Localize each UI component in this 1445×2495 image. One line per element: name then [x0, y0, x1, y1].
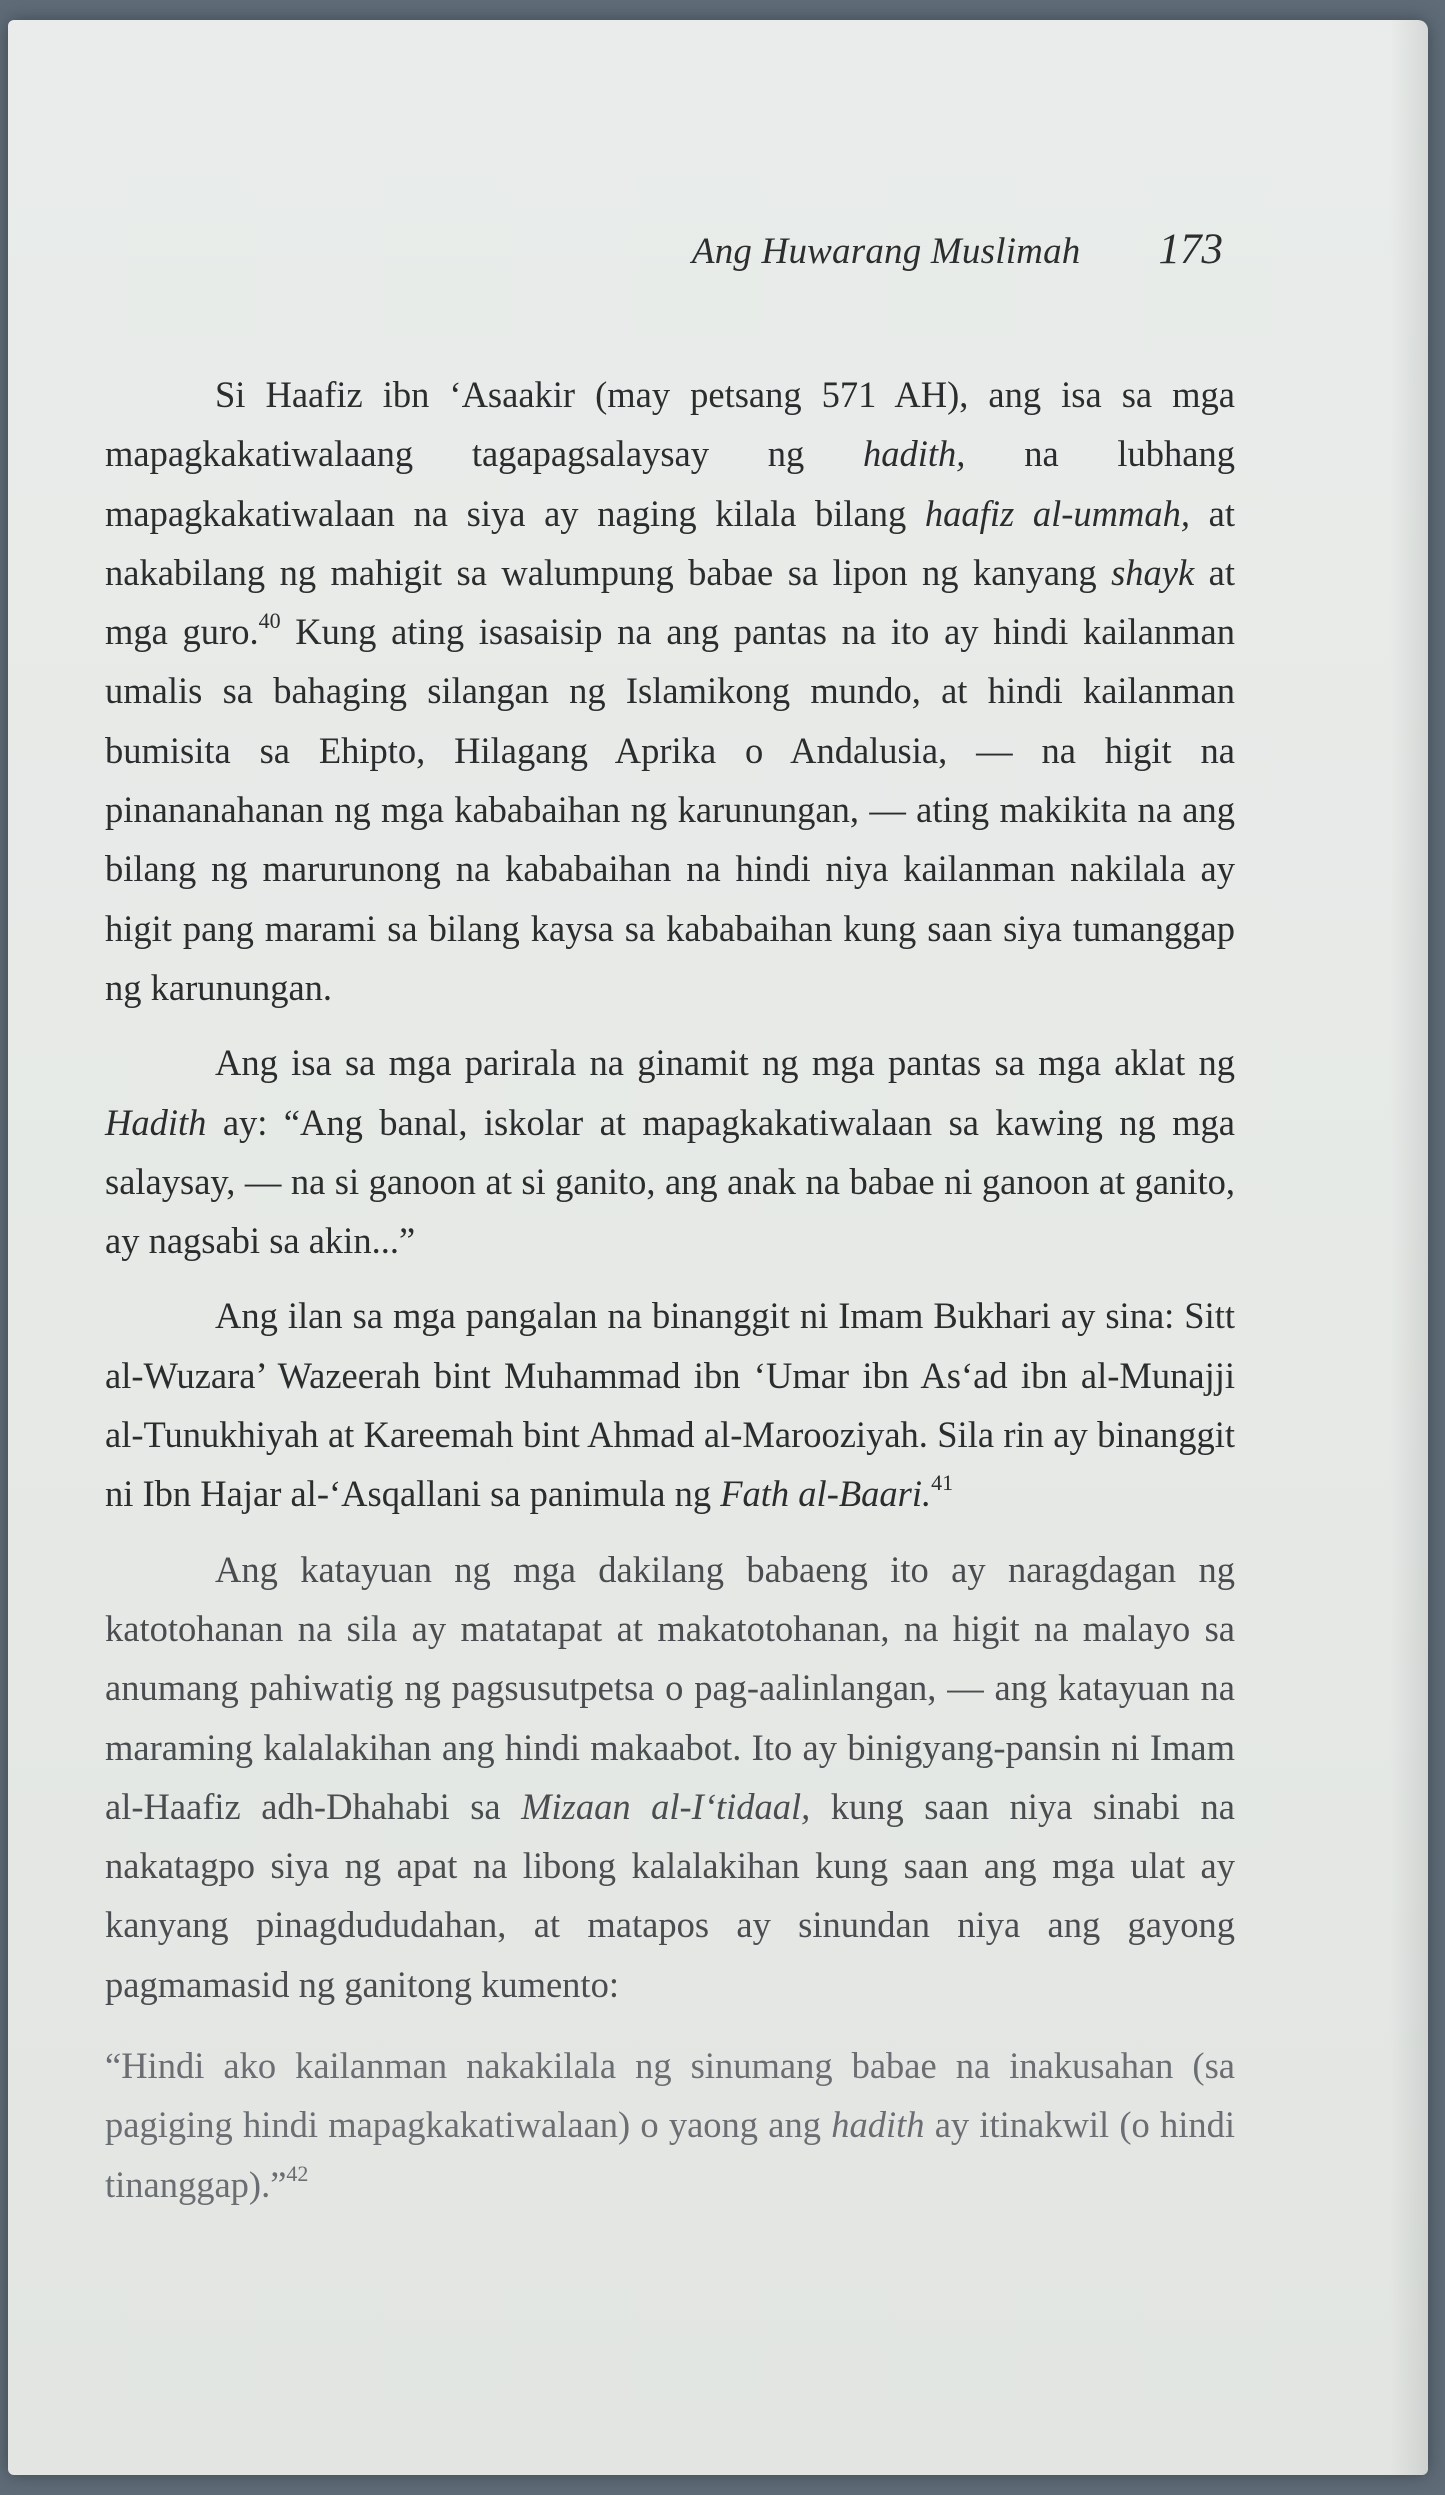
page-number: 173	[1158, 226, 1223, 273]
italic-term: Fath al-Baari.	[720, 1473, 932, 1515]
text-run: at mga guro.	[105, 551, 1235, 653]
italic-term: haafiz al-ummah,	[924, 492, 1190, 534]
text-run: at nakabilang ng mahigit sa walumpung babae sa lipon ng kanyang	[105, 492, 1236, 593]
text-run: Kung ating isasaisip na ang pantas na ito ay hindi kailanman umalis sa bahaging silangan ng Islamikong mundo, at hindi kailanman bumisita sa Ehipto, Hilagang Aprika o Andalusia, — na higit na pinananahanan ng mga kababaihan ng karunungan, — ating makikita na ang bilang ng marurunong na kababaihan na hindi niya kailanman nakilala ay higit pang marami sa bilang kaysa sa kababaihan kung saan siya tumanggap ng karunungan.	[105, 611, 1235, 1008]
text-run: “Hindi ako kailanman nakakilala ng sinumang babae na inakusahan (sa pagiging hindi mapagkakatiwalaan) o yaong ang	[105, 2045, 1235, 2146]
body-text	[105, 365, 1235, 2230]
running-title: Ang Huwarang Muslimah	[691, 231, 1081, 272]
running-header	[692, 225, 1223, 274]
paragraph-3	[105, 1286, 1235, 1523]
italic-term: Mizaan al-I‘tidaal,	[521, 1785, 811, 1827]
text-run: kung saan niya sinabi na nakatagpo siya ng apat na libong kalalakihan kung saan ang mga ulat ay kanyang pinagdududahan, at matapos ay sinundan niya ang gayong pagmamasid ng ganitong kumento:	[105, 1785, 1235, 2005]
book-page	[8, 20, 1428, 2475]
text-run: Si Haafiz ibn ‘Asaakir (may petsang 571 AH), ang isa sa mga mapagkakatiwalaang tagapagsalaysay ng	[105, 374, 1235, 475]
italic-term: Hadith	[105, 1101, 207, 1143]
footnote-ref: 42	[286, 2160, 309, 2186]
text-run: na lubhang mapagkakatiwalaan na siya ay naging kilala bilang	[105, 433, 1236, 534]
footnote-ref: 40	[258, 608, 281, 634]
text-run: Ang ilan sa mga pangalan na binanggit ni Imam Bukhari ay sina: Sitt al-Wuzara’ Wazeerah bint Muhammad ibn ‘Umar ibn As‘ad ibn al-Munajji al-Tunukhiyah at Kareemah bint Ahmad al-Marooziyah. Sila rin ay binanggit ni Ibn Hajar al-‘Asqallani sa panimula ng	[105, 1295, 1235, 1515]
text-run: Ang isa sa mga parirala na ginamit ng mga pantas sa mga aklat ng	[215, 1042, 1235, 1084]
text-run: ay itinakwil (o hindi tinanggap).”	[105, 2104, 1235, 2205]
footnote-ref: 41	[931, 1470, 954, 1496]
text-run: ay: “Ang banal, iskolar at mapagkakatiwalaan sa kawing ng mga salaysay, — na si ganoon at si ganito, ang anak na babae ni ganoon at ganito, ay nagsabi sa akin...”	[105, 1101, 1235, 1262]
paragraph-1	[105, 365, 1235, 1017]
text-run: Ang katayuan ng mga dakilang babaeng ito ay naragdagan ng katotohanan na sila ay matatapat at makatotohanan, na higit na malayo sa anumang pahiwatig ng pagsusutpetsa o pag-aalinlangan, — ang katayuan na maraming kalalakihan ang hindi makaabot. Ito ay binigyang-pansin ni Imam al-Haafiz adh-Dhahabi sa	[105, 1548, 1235, 1827]
italic-term: shayk	[1111, 551, 1195, 593]
paragraph-4	[105, 1540, 1235, 2014]
block-quote	[105, 2036, 1235, 2214]
italic-term: hadith	[831, 2104, 925, 2146]
italic-term: hadith,	[863, 433, 966, 475]
paragraph-2	[105, 1033, 1235, 1270]
